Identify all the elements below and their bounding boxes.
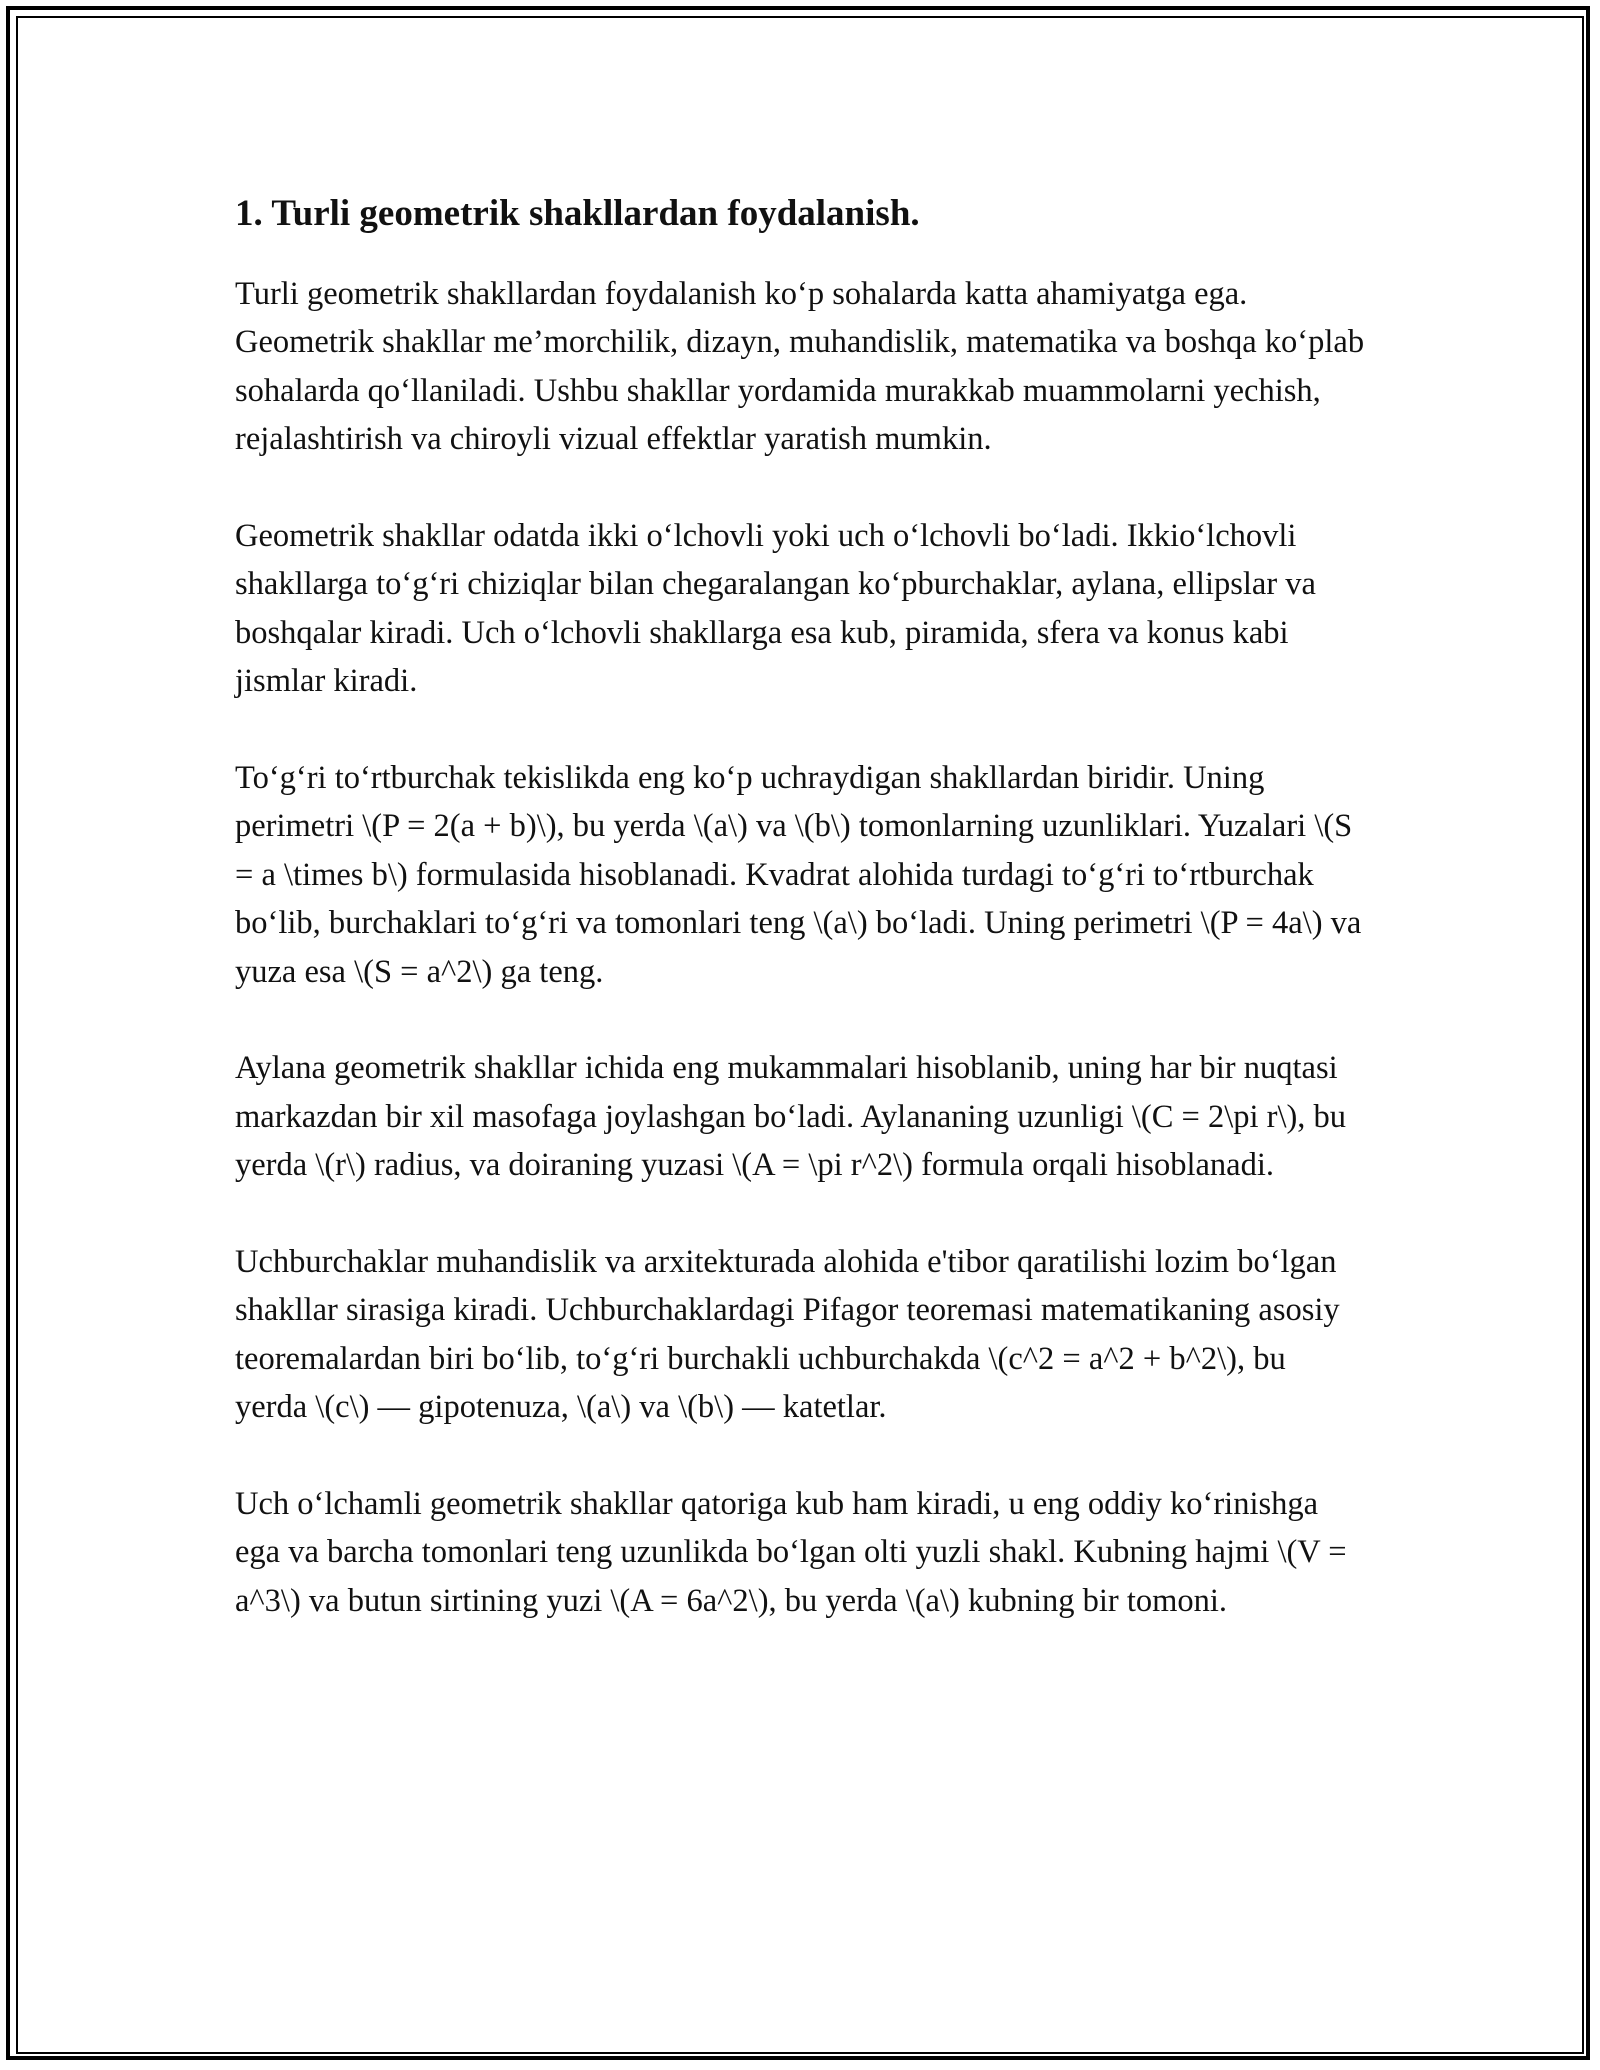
document-body xyxy=(235,186,1365,1674)
paragraph-rectangle: To‘g‘ri to‘rtburchak tekislikda eng ko‘p uchraydigan shakllardan biridir. Uning perimetri \(P = 2(a + b)\), bu yerda \(a\) va \(b\) tomonlarning uzunliklari. Yuzalari \(S = a \times b\) formulasida hisoblanadi. Kvadrat alohida turdagi to‘g‘ri to‘rtburchak bo‘lib, burchaklari to‘g‘ri va tomonlari teng \(a\) bo‘ladi. Uning perimetri \(P = 4a\) va yuza esa \(S = a^2\) ga teng. xyxy=(235,760,1362,990)
paragraph-triangle: Uchburchaklar muhandislik va arxitekturada alohida e'tibor qaratilishi lozim bo‘lgan shakllar sirasiga kiradi. Uchburchaklardagi Pifagor teoremasi matematikaning asosiy teoremalardan biri bo‘lib, to‘g‘ri burchakli uchburchakda \(c^2 = a^2 + b^2\), bu yerda \(c\) — gipotenuza, \(a\) va \(b\) — katetlar. xyxy=(235,1244,1340,1426)
paragraph-circle: Aylana geometrik shakllar ichida eng mukammalari hisoblanib, uning har bir nuqtasi markazdan bir xil masofaga joylashgan bo‘ladi. Aylananing uzunligi \(C = 2\pi r\), bu yerda \(r\) radius, va doiraning yuzasi \(A = \pi r^2\) formula orqali hisoblanadi. xyxy=(235,1050,1347,1184)
paragraph-dimensions: Geometrik shakllar odatda ikki o‘lchovli yoki uch o‘lchovli bo‘ladi. Ikkio‘lchovli shakllarga to‘g‘ri chiziqlar bilan chegaralangan ko‘pburchaklar, aylana, ellipslar va boshqalar kiradi. Uch o‘lchovli shakllarga esa kub, piramida, sfera va konus kabi jismlar kiradi. xyxy=(235,518,1316,700)
paragraph-intro: Turli geometrik shakllardan foydalanish ko‘p sohalarda katta ahamiyatga ega. Geometrik shakllar me’morchilik, dizayn, muhandislik, matematika va boshqa ko‘plab sohalarda qo‘llaniladi. Ushbu shakllar yordamida murakkab muammolarni yechish, rejalashtirish va chiroyli vizual effektlar yaratish mumkin. xyxy=(235,276,1365,458)
paragraph-cube: Uch o‘lchamli geometrik shakllar qatoriga kub ham kiradi, u eng oddiy ko‘rinishga ega va barcha tomonlari teng uzunlikda bo‘lgan olti yuzli shakl. Kubning hajmi \(V = a^3\) va butun sirtining yuzi \(A = 6a^2\), bu yerda \(a\) kubning bir tomoni. xyxy=(235,1486,1347,1619)
document-title: 1. Turli geometrik shakllardan foydalanish. xyxy=(235,193,920,234)
